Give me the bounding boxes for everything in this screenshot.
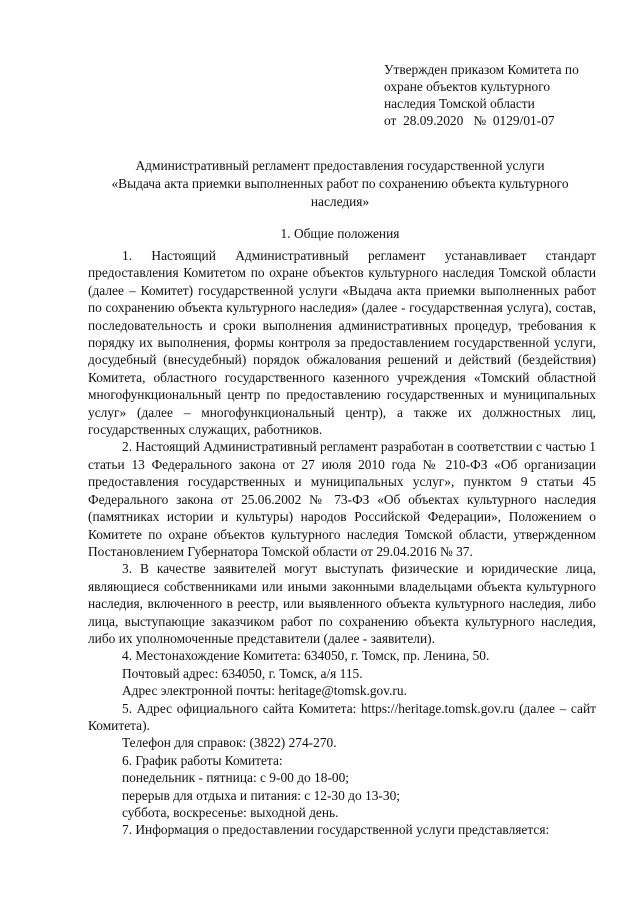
paragraph-2: 2. Настоящий Административный регламент разработан в соответствии с частью 1 статьи 13 Федерального закона от 27 июля 2010 года № 210-ФЗ «Об организации предоставления государственных и муниципальных услуг», пунктом 9 статьи 45 Федерального закона от 25.06.2002 № 73-ФЗ «Об объектах культурного наследия (памятниках истории и культуры) народов Российской Федерации», Положением о Комитете по охране объектов культурного наследия Томской области, утвержденном Постановлением Губернатора Томской области от 29.04.2016 № 37. xyxy=(88,439,596,559)
email-address: Адрес электронной почты: heritage@tomsk.gov.ru. xyxy=(122,683,407,699)
approval-line: охране объектов культурного xyxy=(384,79,551,94)
approval-date-number: от 28.09.2020 № 0129/01-07 xyxy=(384,113,555,128)
approval-line: Утвержден приказом Комитета по xyxy=(384,62,579,77)
postal-address: Почтовый адрес: 634050, г. Томск, а/я 115. xyxy=(122,665,363,681)
phone-number: Телефон для справок: (3822) 274-270. xyxy=(122,735,337,751)
schedule-weekend: суббота, воскресенье: выходной день. xyxy=(122,805,339,820)
document-body xyxy=(88,247,596,839)
paragraph-5-website: 5. Адрес официального сайта Комитета: https://heritage.tomsk.gov.ru (далее – сайт Комитета). xyxy=(88,700,596,733)
schedule-break: перерыв для отдыха и питания: с 12-30 до 13-30; xyxy=(122,787,400,803)
title-line: Административный регламент предоставления государственной услуги xyxy=(135,158,545,173)
approval-line: наследия Томской области xyxy=(384,96,535,111)
approval-stamp xyxy=(384,61,624,129)
document-title xyxy=(60,157,620,211)
title-line: наследия» xyxy=(310,194,370,209)
paragraph-6-schedule: 6. График работы Комитета: xyxy=(122,752,283,768)
title-line: «Выдача акта приемки выполненных работ по сохранению объекта культурного xyxy=(111,176,569,191)
paragraph-3: 3. В качестве заявителей могут выступать физические и юридические лица, являющиеся собственниками или иными законными владельцами объекта культурного наследия, включенного в реестр, или выявленного объекта культурного наследия, либо лица, выступающие заказчиком работ по сохранению объекта культурного наследия, либо их уполномоченные представители (далее - заявители). xyxy=(88,561,596,646)
paragraph-4-location: 4. Местонахождение Комитета: 634050, г. Томск, пр. Ленина, 50. xyxy=(122,648,490,664)
schedule-weekdays: понедельник - пятница: с 9-00 до 18-00; xyxy=(122,770,350,786)
paragraph-1: 1. Настоящий Административный регламент устанавливает стандарт предоставления Комитетом по охране объектов культурного наследия Томской области (далее – Комитет) государственной услуги «Выдача акта приемки выполненных работ по сохранению объекта культурного наследия» (далее - государственная услуга), состав, последовательность и сроки выполнения административных процедур, требования к порядку их выполнения, формы контроля за предоставлением государственной услуги, досудебный (внесудебный) порядок обжалования решений и действий (бездействия) Комитета, областного государственного казенного учреждения «Томский областной многофункциональный центр по предоставлению государственных и муниципальных услуг» (далее – многофункциональный центр), а также их должностных лиц, государственных служащих, работников. xyxy=(88,248,596,438)
paragraph-7: 7. Информация о предоставлении государственной услуги представляется: xyxy=(122,822,550,838)
section-heading: 1. Общие положения xyxy=(280,226,400,241)
